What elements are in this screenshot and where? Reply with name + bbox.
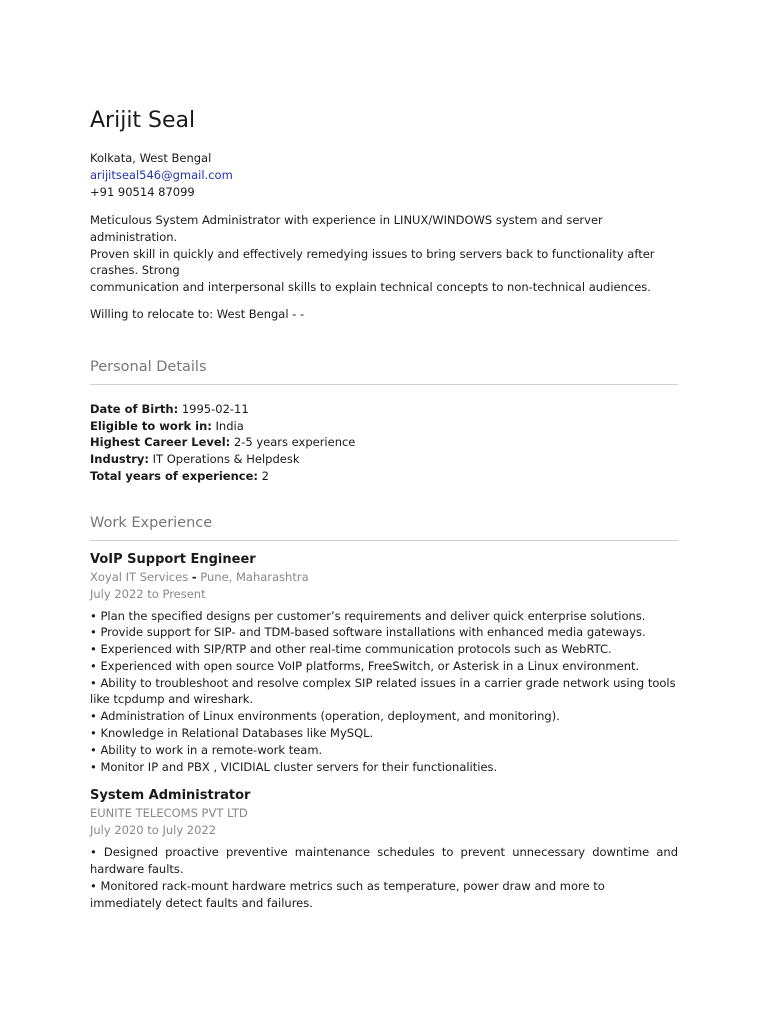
candidate-name: Arijit Seal <box>90 108 196 133</box>
detail-value: 1995-02-11 <box>181 401 249 416</box>
bullet-item: • Monitored rack-mount hardware metrics such as temperature, power draw and more to immediately detect faults and failures. <box>90 879 605 910</box>
relocation-note: Willing to relocate to: West Bengal - - <box>90 306 305 321</box>
detail-row-industry <box>90 451 678 468</box>
detail-label: Industry: <box>90 452 149 467</box>
detail-row-total-experience <box>90 468 678 485</box>
detail-row-eligibility <box>90 418 678 435</box>
bullet-item: • Provide support for SIP- and TDM-based software installations with enhanced media gateways. <box>90 625 646 640</box>
company-name: EUNITE TELECOMS PVT LTD <box>90 806 248 821</box>
job-entry <box>90 551 678 776</box>
summary-line: Meticulous System Administrator with experience in LINUX/WINDOWS system and server administration. <box>90 213 603 244</box>
bullet-item: • Monitor IP and PBX , VICIDIAL cluster servers for their functionalities. <box>90 759 498 774</box>
personal-details-section <box>90 357 678 485</box>
summary-line: communication and interpersonal skills to explain technical concepts to non-technical audiences. <box>90 280 651 295</box>
detail-label: Highest Career Level: <box>90 435 231 450</box>
location: Kolkata, West Bengal <box>90 151 212 165</box>
section-title-work: Work Experience <box>90 514 213 531</box>
job-title: VoIP Support Engineer <box>90 551 256 567</box>
detail-label: Eligible to work in: <box>90 418 212 433</box>
personal-details-list <box>90 401 678 485</box>
job-company <box>90 569 678 586</box>
bullet-item: • Knowledge in Relational Databases like MySQL. <box>90 726 374 741</box>
detail-row-dob <box>90 401 678 418</box>
summary-line: Proven skill in quickly and effectively remedying issues to bring servers back to functionality after crashes. Strong <box>90 246 655 278</box>
bullet-item: • Experienced with SIP/RTP and other real-time communication protocols such as WebRTC. <box>90 642 612 657</box>
bullet-item: • Experienced with open source VoIP platforms, FreeSwitch, or Asterisk in a Linux environment. <box>90 658 640 673</box>
bullet-item: • Plan the specified designs per customer’s requirements and deliver quick enterprise solutions. <box>90 608 646 623</box>
bullet-item: • Designed proactive preventive maintenance schedules to prevent unnecessary downtime and hardware faults. <box>90 845 678 877</box>
detail-label: Total years of experience: <box>90 468 258 483</box>
job-dates: July 2020 to July 2022 <box>90 823 217 838</box>
detail-value: IT Operations & Helpdesk <box>152 452 300 467</box>
section-title-personal: Personal Details <box>90 358 207 375</box>
job-title: System Administrator <box>90 788 251 804</box>
detail-label: Date of Birth: <box>90 401 179 416</box>
bullet-item: • Ability to troubleshoot and resolve complex SIP related issues in a carrier grade network using tools like tcpdump and wireshark. <box>90 675 676 707</box>
bullet-item: • Administration of Linux environments (operation, deployment, and monitoring). <box>90 709 560 724</box>
detail-value: India <box>215 418 244 433</box>
phone: +91 90514 87099 <box>90 185 195 199</box>
section-divider <box>90 384 678 385</box>
job-location: Pune, Maharashtra <box>200 569 309 584</box>
job-entry <box>90 787 678 911</box>
work-experience-section <box>90 513 678 912</box>
detail-value: 2 <box>261 468 269 483</box>
detail-value: 2-5 years experience <box>233 435 356 450</box>
section-divider <box>90 540 678 541</box>
company-separator: - <box>191 569 197 584</box>
job-dates: July 2022 to Present <box>90 586 206 601</box>
job-bullets <box>90 608 678 776</box>
detail-row-career-level <box>90 434 678 451</box>
email-link[interactable]: arijitseal546@gmail.com <box>90 168 233 182</box>
company-name: Xoyal IT Services <box>90 569 189 584</box>
job-bullets <box>90 844 678 911</box>
bullet-item: • Ability to work in a remote-work team. <box>90 742 323 757</box>
contact-block <box>90 150 678 201</box>
summary <box>90 212 678 296</box>
